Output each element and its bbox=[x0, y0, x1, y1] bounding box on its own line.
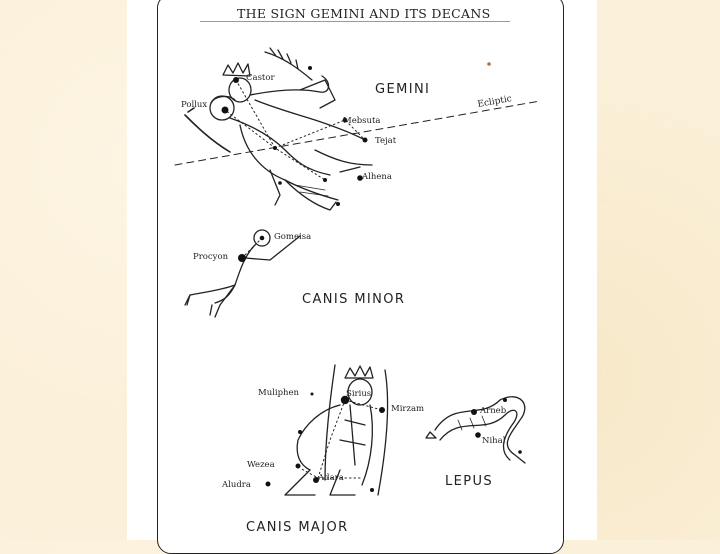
star-procyon bbox=[238, 254, 246, 262]
ecliptic-label: Ecliptic bbox=[476, 94, 513, 110]
constellation-canis-major: CANIS MAJOR bbox=[246, 520, 349, 535]
star-gemini-extra-4 bbox=[308, 66, 312, 70]
label-tejat: Tejat bbox=[375, 136, 397, 146]
label-castor: Castor bbox=[246, 73, 275, 83]
canis-minor-figure bbox=[185, 230, 300, 317]
canis-major-connector bbox=[300, 400, 382, 478]
label-mebsuta: Mebsuta bbox=[343, 116, 381, 126]
label-aludra: Aludra bbox=[222, 480, 251, 490]
gemini-twins-figure bbox=[185, 48, 372, 210]
label-muliphen: Muliphen bbox=[258, 388, 300, 398]
star-lepus-extra-1 bbox=[503, 398, 507, 402]
star-pollux bbox=[222, 107, 229, 114]
stray-mark bbox=[487, 62, 491, 66]
page-title: THE SIGN GEMINI AND ITS DECANS bbox=[237, 6, 491, 21]
star-canis-major-extra-2 bbox=[370, 488, 374, 492]
lepus-figure bbox=[426, 397, 525, 463]
label-adara: Adara bbox=[318, 473, 344, 483]
ecliptic-line bbox=[175, 101, 540, 165]
label-gomeisa: Gomeisa bbox=[274, 232, 312, 242]
label-wezea: Wezea bbox=[247, 460, 275, 470]
star-arneb bbox=[471, 409, 477, 415]
canis-minor-connector bbox=[242, 238, 262, 258]
star-gemini-extra-3 bbox=[336, 202, 340, 206]
label-sirius: Sirius bbox=[346, 389, 372, 399]
star-gemini-extra-5 bbox=[278, 181, 282, 185]
label-mirzam: Mirzam bbox=[391, 404, 425, 414]
star-gemini-extra-2 bbox=[323, 178, 327, 182]
label-pollux: Pollux bbox=[181, 100, 208, 110]
star-aludra bbox=[266, 482, 271, 487]
star-canis-major-extra-1 bbox=[298, 430, 302, 434]
star-gemini-extra-1 bbox=[273, 146, 277, 150]
star-dots bbox=[222, 62, 522, 492]
star-gomeisa bbox=[260, 236, 265, 241]
star-castor bbox=[233, 77, 239, 83]
label-arneb: Arneb bbox=[480, 406, 507, 416]
constellation-gemini: GEMINI bbox=[375, 82, 431, 97]
label-nihal: Nihal bbox=[482, 436, 506, 446]
star-mirzam bbox=[379, 407, 385, 413]
star-tejat bbox=[363, 138, 368, 143]
star-wezea bbox=[296, 464, 301, 469]
star-muliphen bbox=[311, 393, 314, 396]
label-alhena: Alhena bbox=[362, 172, 392, 182]
star-nihal bbox=[475, 432, 481, 438]
star-lepus-extra-2 bbox=[518, 450, 522, 454]
constellation-lepus: LEPUS bbox=[445, 474, 494, 489]
constellation-canis-minor: CANIS MINOR bbox=[302, 292, 406, 307]
label-procyon: Procyon bbox=[193, 252, 229, 262]
